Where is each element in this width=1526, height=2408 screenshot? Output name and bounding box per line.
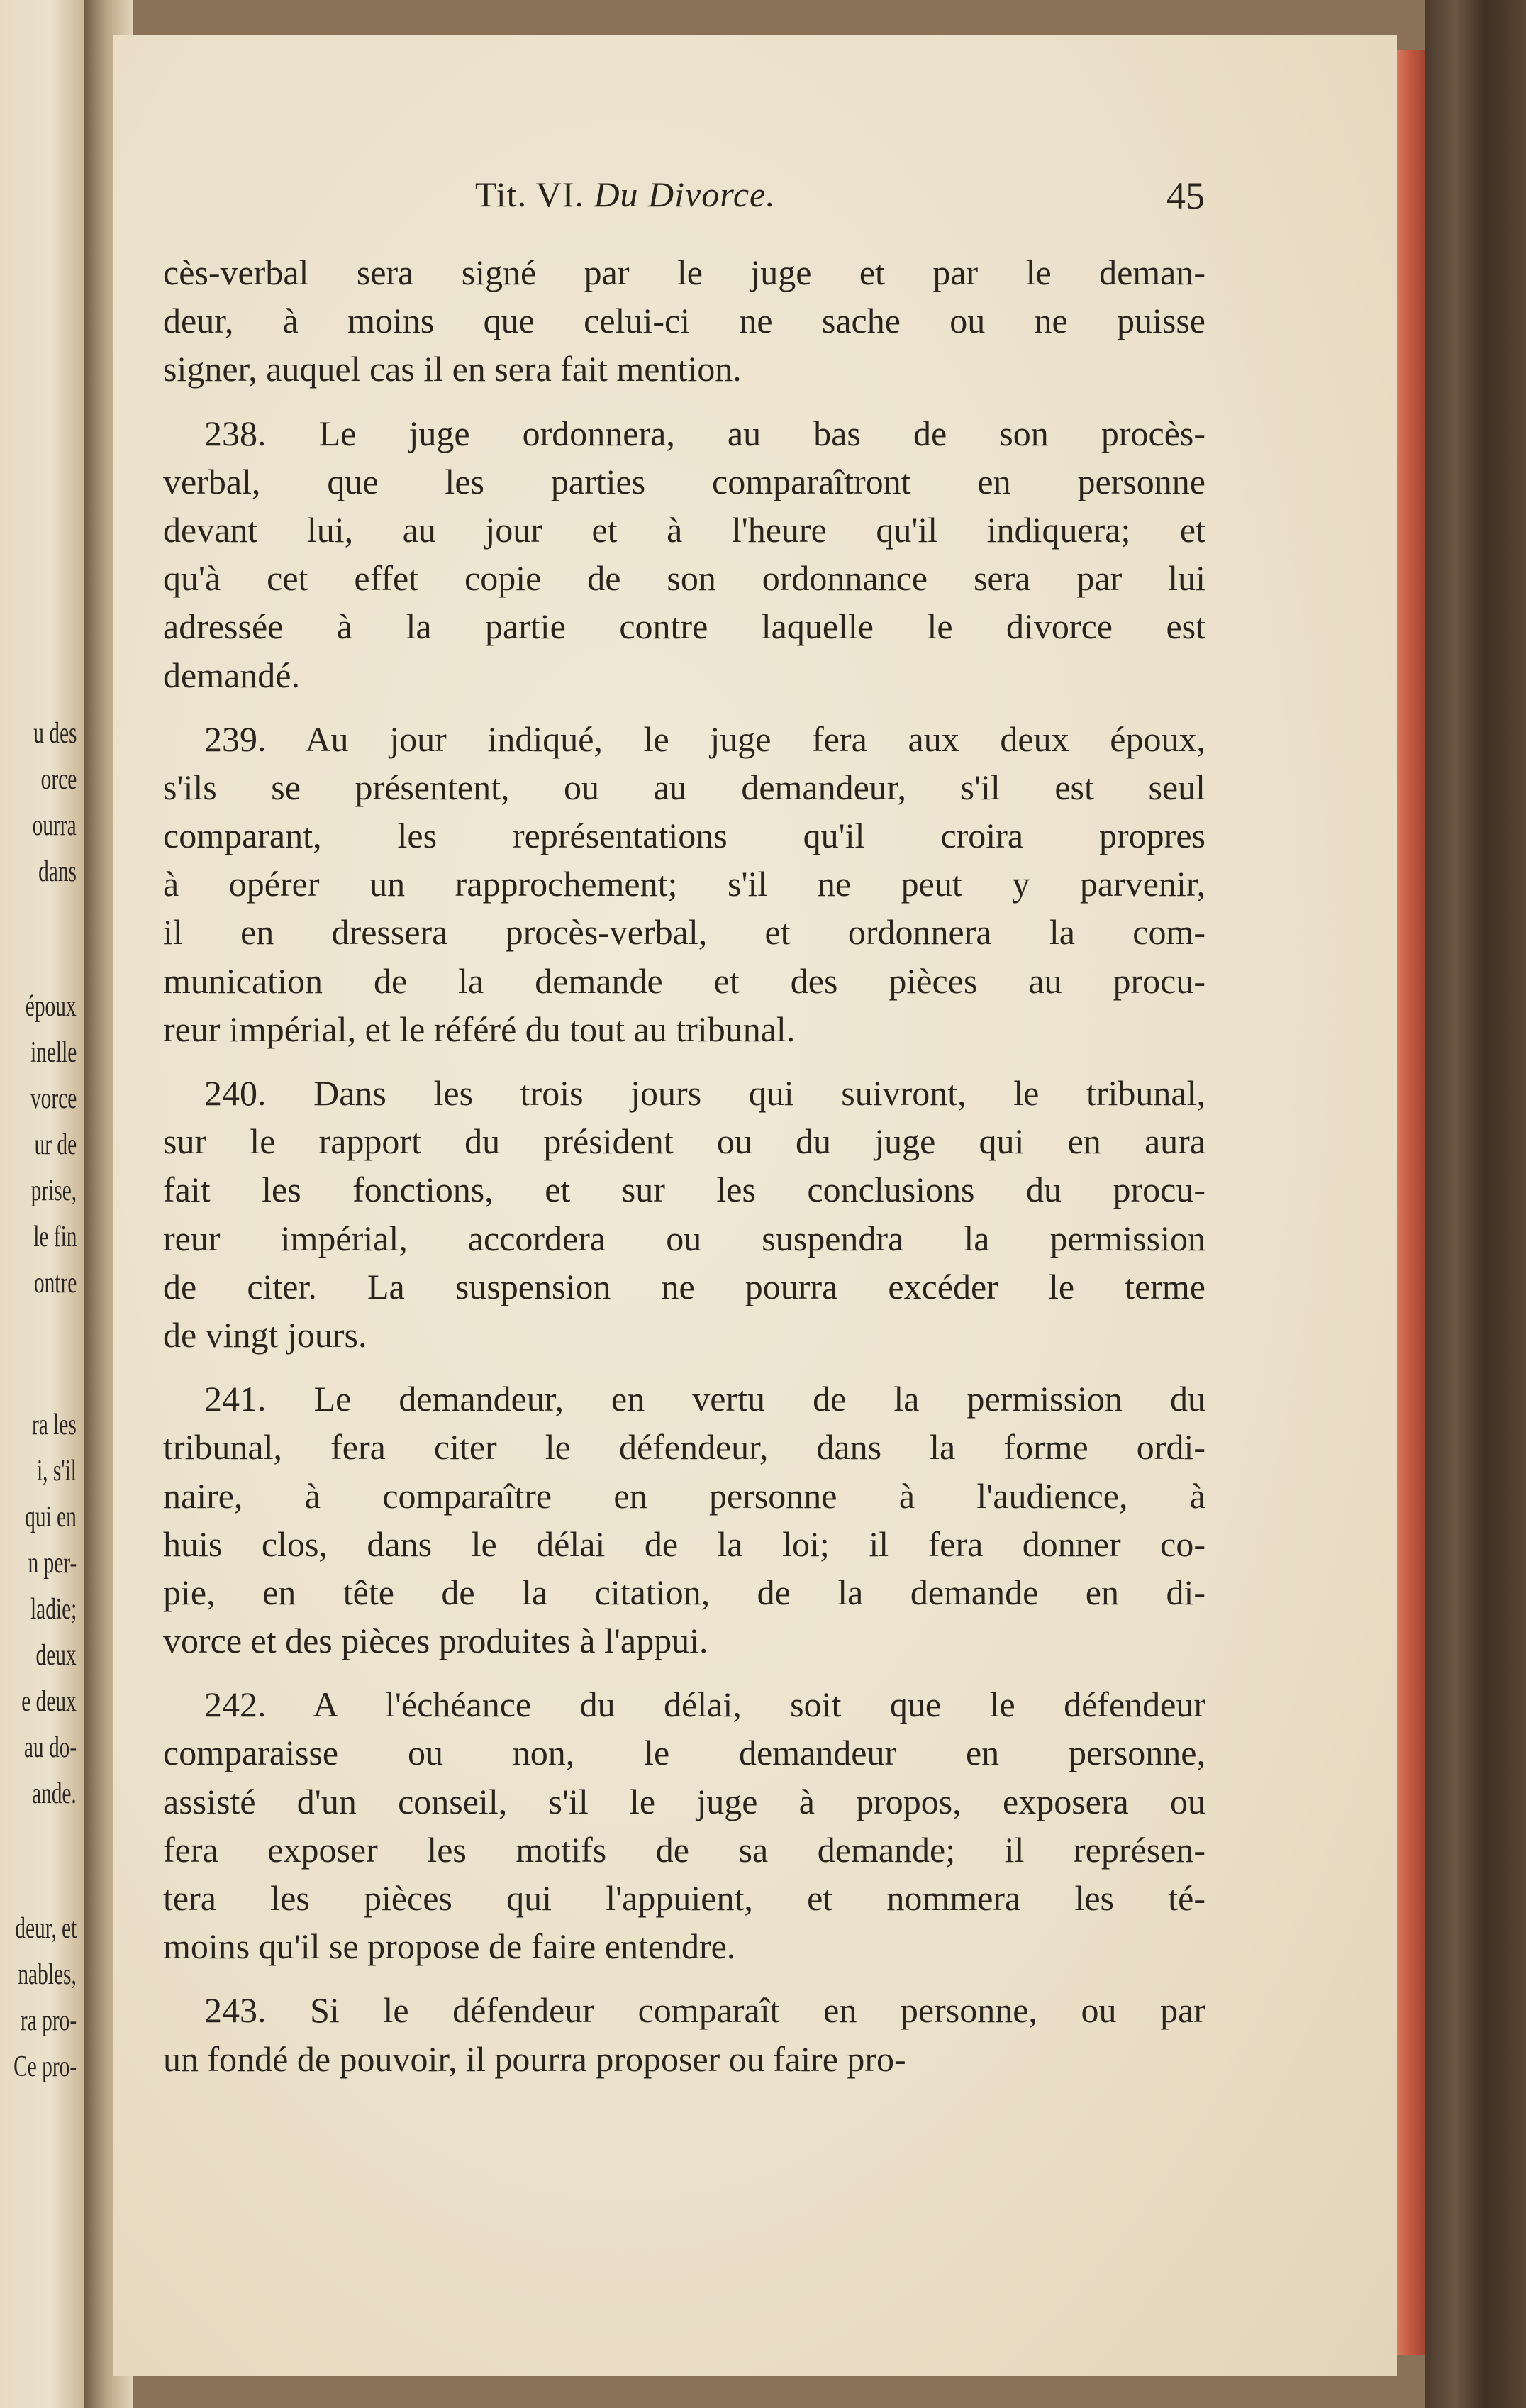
text-line: deur, à moins que celui-ci ne sache ou ne puisse	[163, 301, 1205, 341]
running-head-title-italic: Du Divorce.	[594, 174, 776, 214]
paragraph-gap	[163, 1970, 1205, 1986]
paragraph-gap	[163, 394, 1205, 409]
left-page-line: ourra	[32, 809, 77, 842]
left-page-line: ra les	[32, 1409, 77, 1441]
text-line: de citer. La suspension ne pourra excéder le terme	[163, 1266, 1205, 1306]
paragraph-gap	[163, 699, 1205, 715]
left-page-line: époux	[26, 990, 77, 1023]
text-line: signer, auquel cas il en sera fait mention.	[163, 349, 742, 389]
text-line: comparant, les représentations qu'il croira propres	[163, 816, 1205, 856]
left-page-line: Ce pro-	[13, 2051, 77, 2083]
text-line: il en dressera procès-verbal, et ordonnera la com-	[163, 912, 1205, 953]
left-page-line: e deux	[21, 1685, 77, 1718]
text-line: 240. Dans les trois jours qui suivront, le tribunal,	[204, 1073, 1205, 1113]
text-line: huis clos, dans le délai de la loi; il fera donner co-	[163, 1524, 1205, 1564]
left-page-line: ontre	[33, 1267, 77, 1299]
page-number: 45	[1166, 174, 1205, 217]
paragraph	[163, 1069, 1205, 1359]
text-line: verbal, que les parties comparaîtront en personne	[163, 461, 1205, 501]
text-line: adressée à la partie contre laquelle le divorce est	[163, 606, 1205, 647]
paragraph	[163, 248, 1205, 394]
left-page-line: n per-	[28, 1547, 77, 1580]
text-line: fera exposer les motifs de sa demande; il représen-	[163, 1829, 1205, 1870]
left-page-line: deux	[35, 1639, 77, 1672]
text-line: assisté d'un conseil, s'il le juge à propos, exposera ou	[163, 1781, 1205, 1821]
left-page-line: qui en	[25, 1501, 77, 1533]
text-line: munication de la demande et des pièces au procu-	[163, 960, 1205, 1001]
red-page-edge	[1397, 50, 1425, 2355]
text-line: 238. Le juge ordonnera, au bas de son procès-	[204, 413, 1205, 453]
running-head-title	[475, 174, 776, 215]
text-line: moins qu'il se propose de faire entendre.	[163, 1926, 736, 1967]
text-line: reur impérial, accordera ou suspendra la permission	[163, 1218, 1205, 1258]
paragraph	[163, 409, 1205, 699]
left-page-line: u des	[33, 717, 77, 750]
text-line: 242. A l'échéance du délai, soit que le défendeur	[204, 1685, 1205, 1725]
text-line: reur impérial, et le référé du tout au tribunal.	[163, 1009, 796, 1049]
paragraph	[163, 1680, 1205, 1970]
left-page-line: nables,	[18, 1958, 77, 1991]
text-line: de vingt jours.	[163, 1314, 367, 1355]
left-page-line: orce	[40, 763, 77, 796]
book-page	[113, 35, 1397, 2376]
text-line: un fondé de pouvoir, il pourra proposer ou faire pro-	[163, 2038, 906, 2079]
text-line: demandé.	[163, 655, 300, 695]
left-page-line: ur de	[34, 1128, 77, 1161]
left-page-line: au do-	[23, 1731, 77, 1764]
left-page-line: le fin	[33, 1221, 77, 1253]
text-line: qu'à cet effet copie de son ordonnance sera par lui	[163, 558, 1205, 599]
body-text	[163, 248, 1205, 2083]
running-head-title-prefix: Tit. VI.	[475, 174, 584, 214]
paragraph	[163, 1375, 1205, 1665]
paragraph	[163, 1986, 1205, 2082]
left-page-line: dans	[38, 855, 77, 888]
running-head	[113, 174, 1397, 231]
left-page-line: ra pro-	[20, 2004, 77, 2037]
paragraph	[163, 715, 1205, 1053]
text-line: vorce et des pièces produites à l'appui.	[163, 1621, 708, 1661]
left-page-line: i, s'il	[37, 1455, 77, 1487]
text-line: s'ils se présentent, ou au demandeur, s'il est seul	[163, 767, 1205, 807]
left-page-line: deur, et	[15, 1912, 77, 1945]
text-line: 239. Au jour indiqué, le juge fera aux deux époux,	[204, 718, 1205, 759]
text-line: comparaisse ou non, le demandeur en personne,	[163, 1733, 1205, 1773]
left-page-line: inelle	[30, 1036, 77, 1069]
text-line: 243. Si le défendeur comparaît en personne, ou par	[204, 1990, 1205, 2031]
text-line: tera les pièces qui l'appuient, et nommera les té-	[163, 1878, 1205, 1918]
text-line: 241. Le demandeur, en vertu de la permission du	[204, 1379, 1205, 1419]
text-line: fait les fonctions, et sur les conclusions du procu-	[163, 1170, 1205, 1210]
left-page-line: vorce	[30, 1082, 77, 1115]
text-line: tribunal, fera citer le défendeur, dans la forme ordi-	[163, 1427, 1205, 1467]
text-line: cès-verbal sera signé par le juge et par le deman-	[163, 253, 1205, 292]
text-line: pie, en tête de la citation, de la demande en di-	[163, 1572, 1205, 1612]
paragraph-gap	[163, 1359, 1205, 1375]
text-line: sur le rapport du président ou du juge qui en aura	[163, 1121, 1205, 1162]
left-page-line: ande.	[32, 1777, 77, 1810]
left-page-sliver	[0, 0, 84, 2408]
left-page-line: ladie;	[30, 1593, 77, 1626]
left-page-line: prise,	[30, 1175, 77, 1207]
leather-binding	[1425, 0, 1526, 2408]
text-line: naire, à comparaître en personne à l'audience, à	[163, 1475, 1205, 1516]
text-line: à opérer un rapprochement; s'il ne peut y parvenir,	[163, 864, 1205, 904]
paragraph-gap	[163, 1665, 1205, 1680]
paragraph-gap	[163, 1053, 1205, 1069]
text-line: devant lui, au jour et à l'heure qu'il indiquera; et	[163, 509, 1205, 550]
